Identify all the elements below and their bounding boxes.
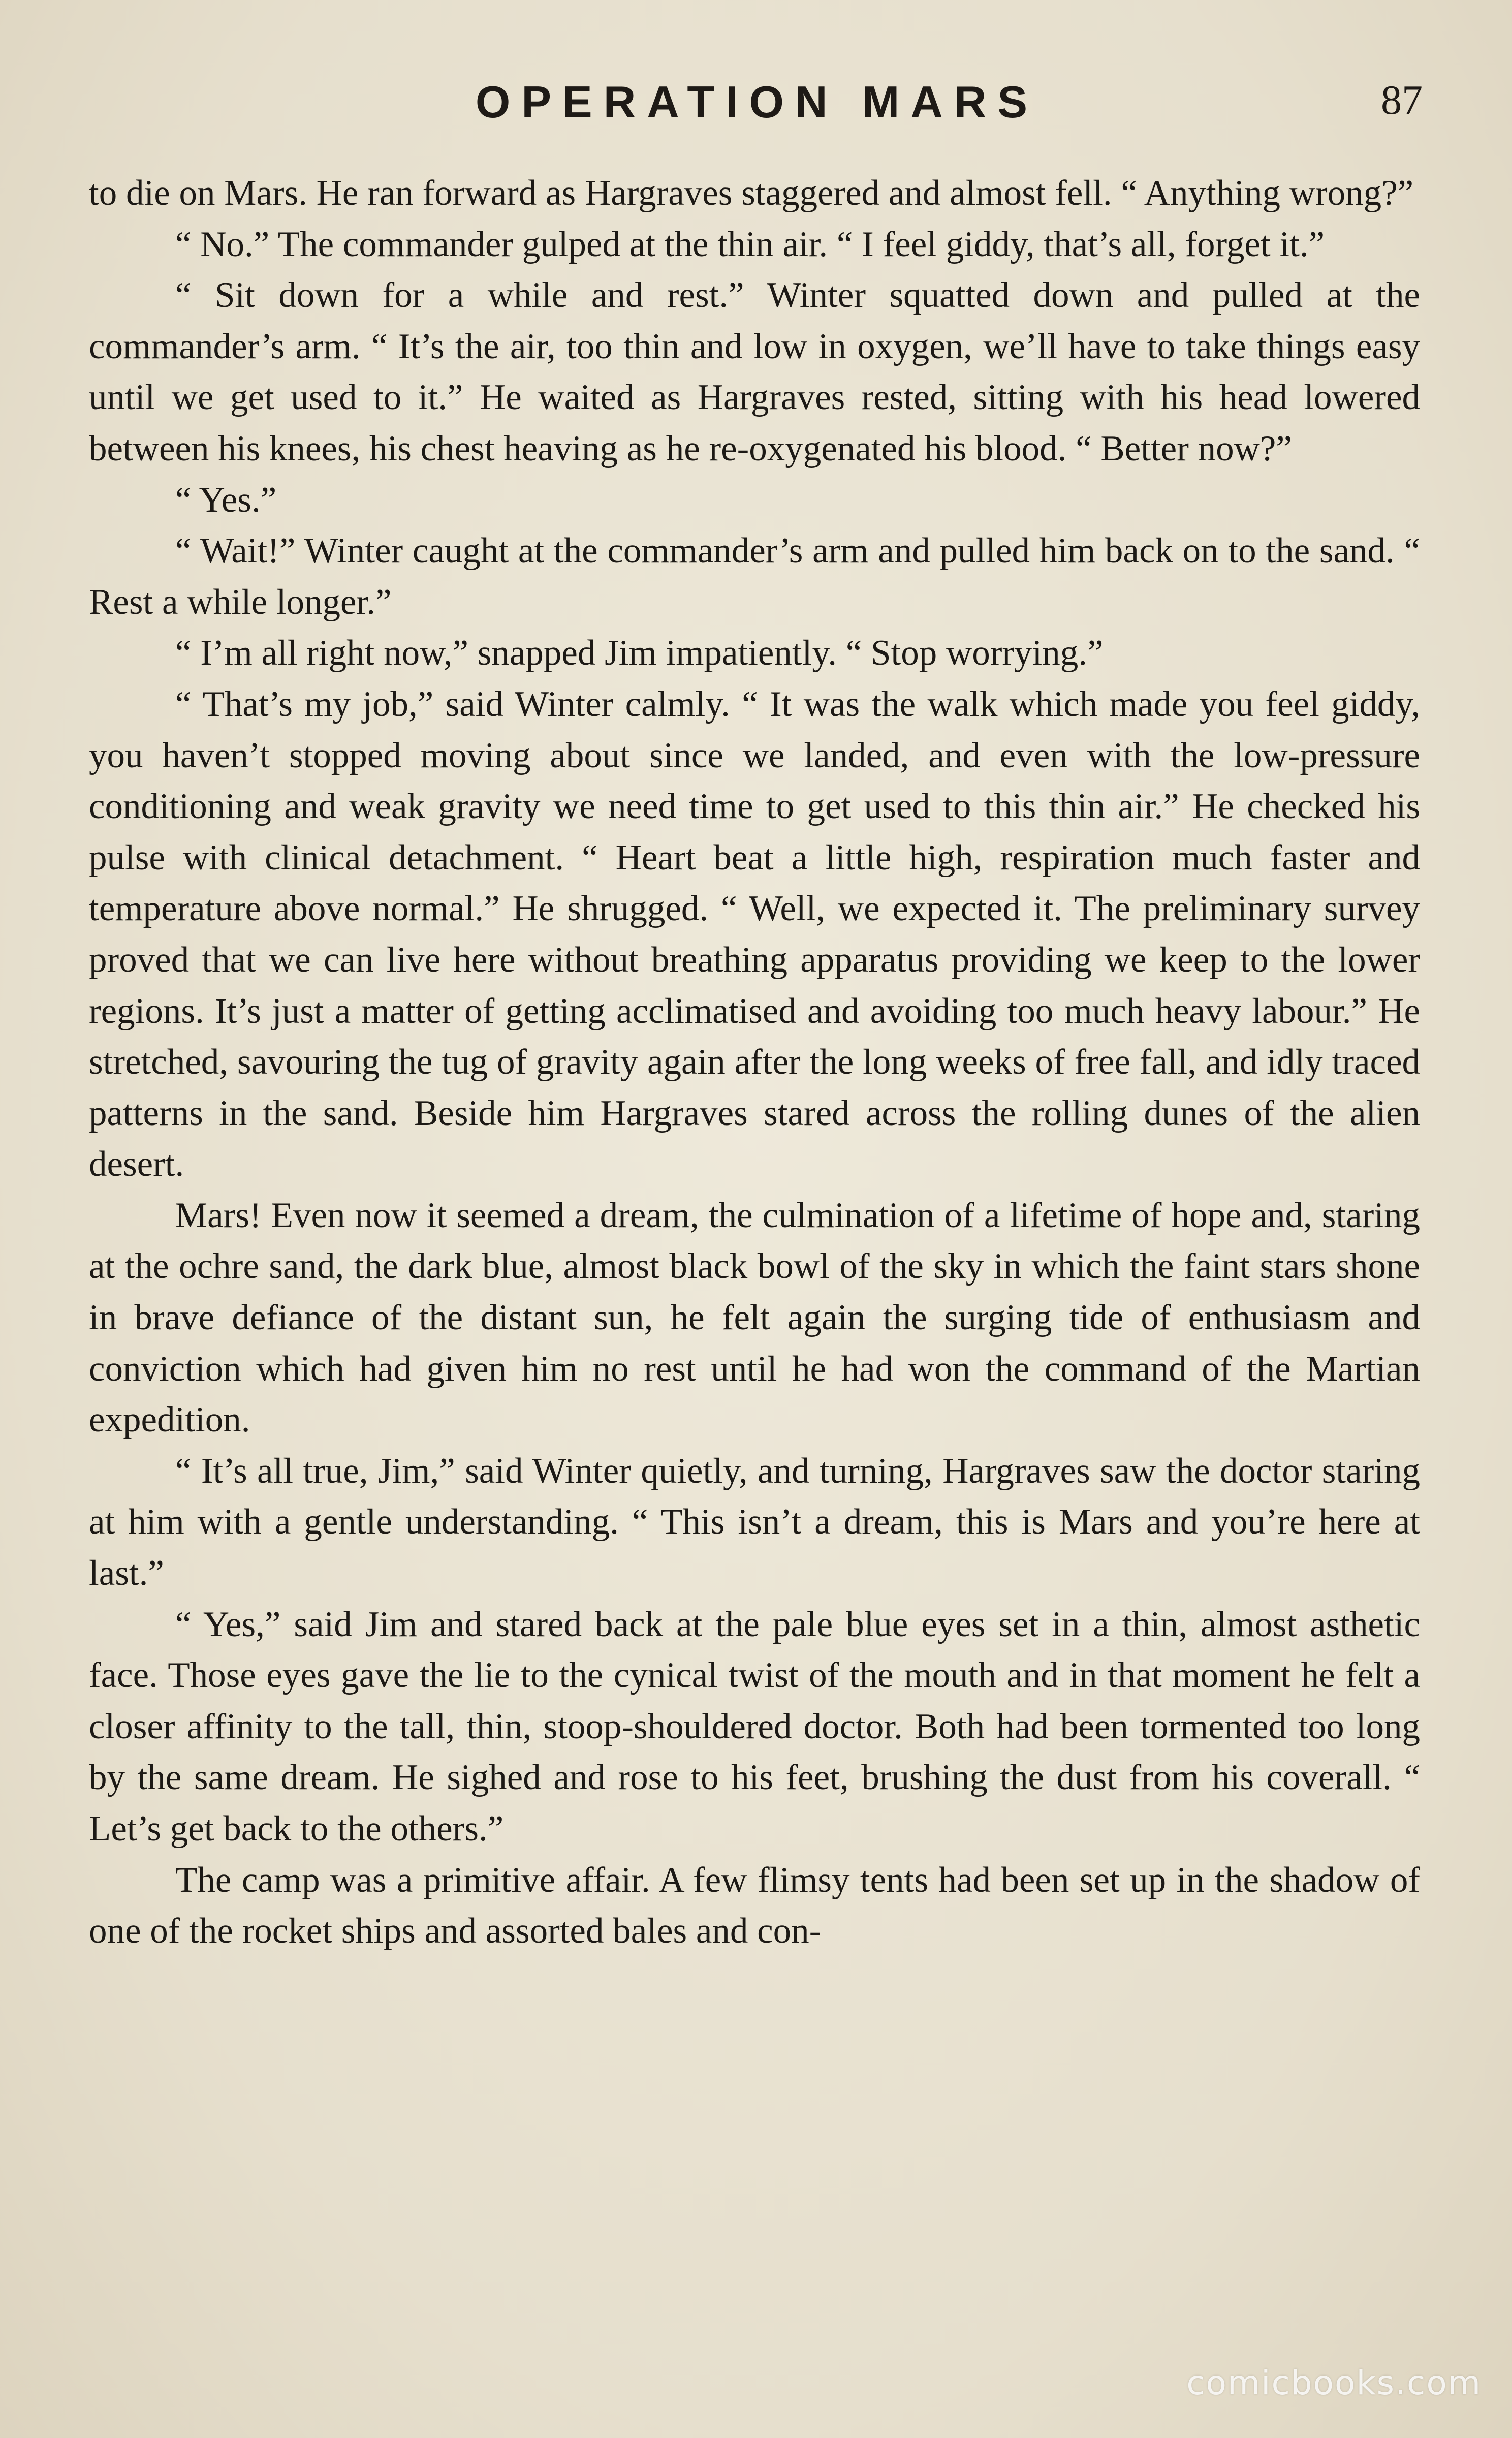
paragraph: “ No.” The commander gulped at the thin air. “ I feel giddy, that’s all, forget it.” [175,224,1325,264]
paragraph: “ I’m all right now,” snapped Jim impatiently. “ Stop worrying.” [175,633,1104,673]
running-head: OPERATION MARS [475,77,1039,127]
paragraph: The camp was a primitive affair. A few flimsy tents had been set up in the shadow of one of the rocket ships and assorted bales and con- [89,1860,1420,1951]
paragraph: Mars! Even now it seemed a dream, the culmination of a lifetime of hope and, staring at the ochre sand, the dark blue, almost black bowl of the sky in which the faint stars shone in brave defiance of the distant sun, he felt again the surging tide of enthusiasm and conviction which had given him no rest until he had won the command of the Martian expedition. [89,1195,1420,1440]
watermark: comicbooks.com [1186,2363,1482,2402]
paragraph: “ Yes.” [175,480,277,520]
paragraph: “ Yes,” said Jim and stared back at the pale blue eyes set in a thin, almost asthetic face. Those eyes gave the lie to the cynical twist of the mouth and in that moment he felt a closer affinity to the tall, thin, stoop-shouldered doctor. Both had been tormented too long by the same dream. He sighed and rose to his feet, brushing the dust from his coverall. “ Let’s get back to the others.” [89,1604,1420,1849]
page-header [91,76,1423,137]
paragraph: “ That’s my job,” said Winter calmly. “ It was the walk which made you feel giddy, you haven’t stopped moving about since we landed, and even with the low-pressure conditioning and weak gravity we need time to get used to this thin air.” He checked his pulse with clinical detachment. “ Heart beat a little high, respiration much faster and temperature above normal.” He shrugged. “ Well, we expected it. The preliminary survey proved that we can live here without breathing apparatus providing we keep to the lower regions. It’s just a matter of getting acclimatised and avoiding too much heavy labour.” He stretched, savouring the tug of gravity again after the long weeks of free fall, and idly traced patterns in the sand. Beside him Hargraves stared across the rolling dunes of the alien desert. [89,684,1420,1184]
body-text [89,168,1420,1957]
paragraph: “ Sit down for a while and rest.” Winter squatted down and pulled at the commander’s arm. “ It’s the air, too thin and low in oxygen, we’ll have to take things easy until we get used to it.” He waited as Hargraves rested, sitting with his head lowered between his knees, his chest heaving as he re-oxygenated his blood. “ Better now?” [89,275,1420,468]
paragraph: “ It’s all true, Jim,” said Winter quietly, and turning, Hargraves saw the doctor staring at him with a gentle understanding. “ This isn’t a dream, this is Mars and you’re here at last.” [89,1451,1420,1593]
page-number: 87 [1381,77,1423,123]
paragraph: “ Wait!” Winter caught at the commander’s arm and pulled him back on to the sand. “ Rest a while longer.” [89,531,1420,622]
paragraph: to die on Mars. He ran forward as Hargraves staggered and almost fell. “ Anything wrong?” [89,173,1414,213]
